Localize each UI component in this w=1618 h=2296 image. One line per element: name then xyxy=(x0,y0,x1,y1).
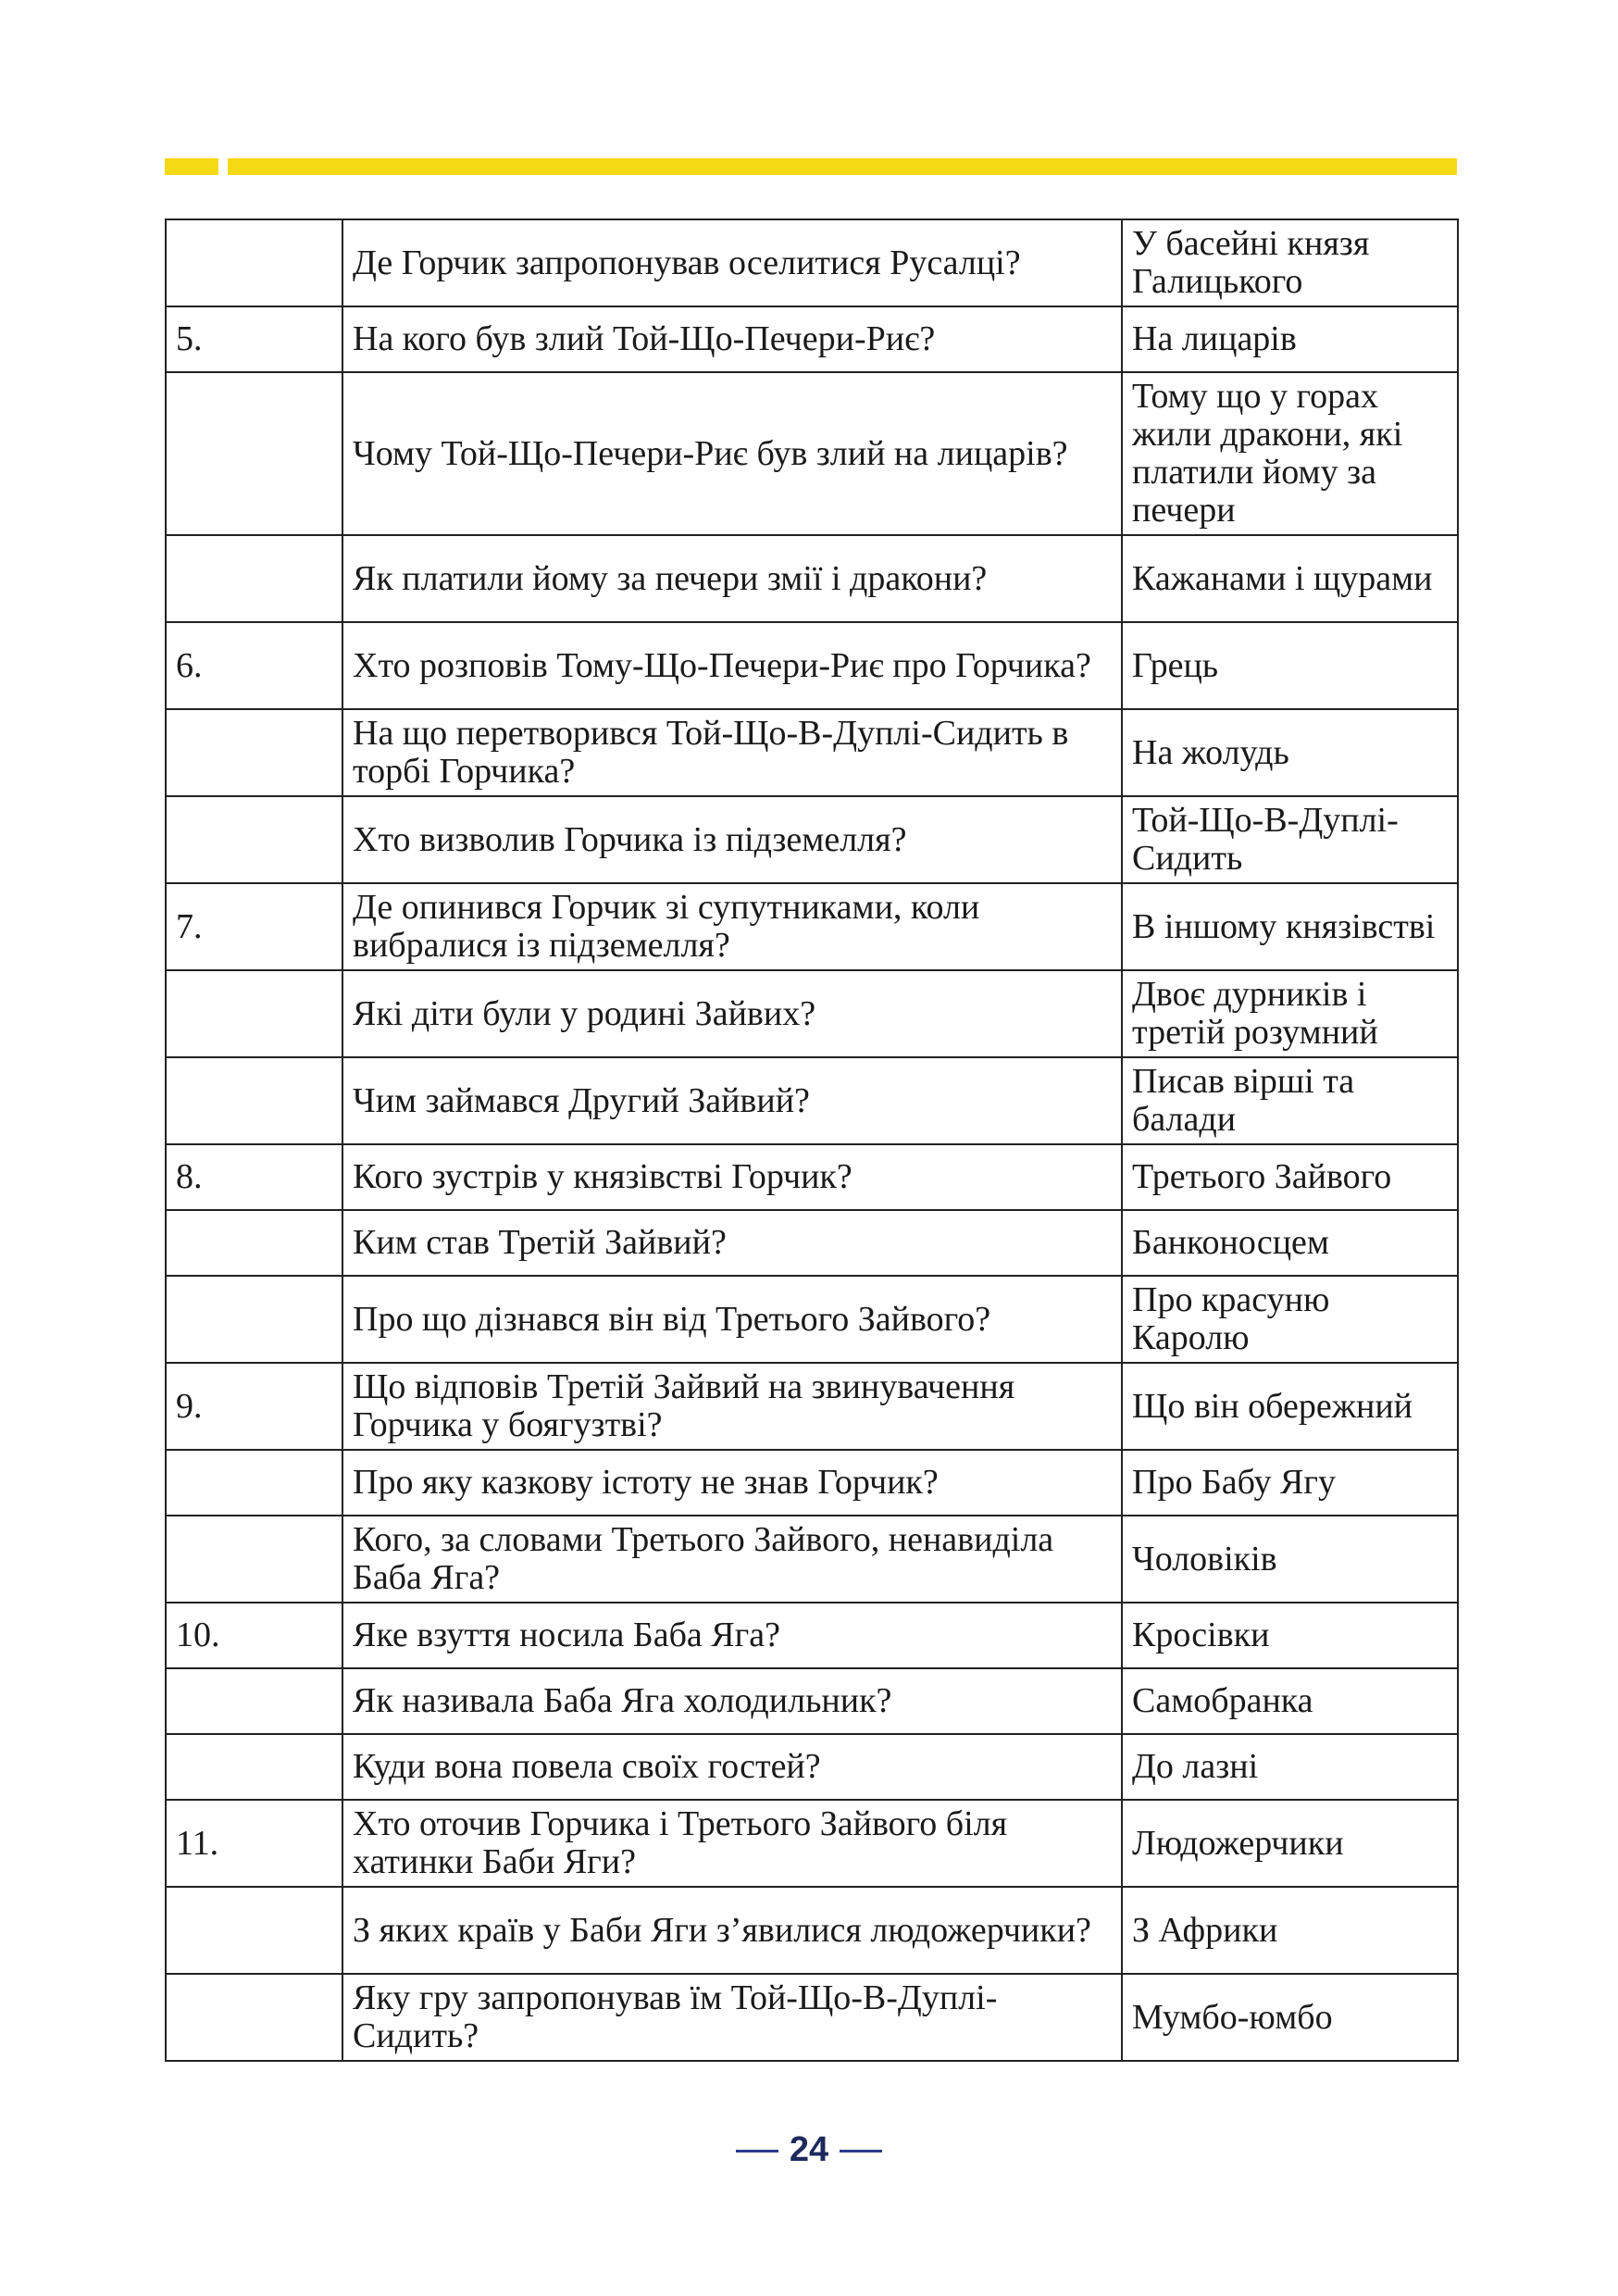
row-number-cell: 6. xyxy=(166,622,342,709)
row-number-cell: 11. xyxy=(166,1800,342,1887)
row-number-cell xyxy=(166,535,342,622)
question-cell: Яке взуття носила Баба Яга? xyxy=(342,1603,1122,1668)
question-cell: Про яку казкову істоту не знав Горчик? xyxy=(342,1450,1122,1516)
row-number-cell xyxy=(166,1516,342,1603)
question-cell: З яких країв у Баби Яги з’явилися людожерчики? xyxy=(342,1887,1122,1974)
row-number-cell xyxy=(166,1974,342,2061)
table-row xyxy=(166,1210,1458,1276)
row-number-cell xyxy=(166,1276,342,1363)
question-cell: Кого зустрів у князівстві Горчик? xyxy=(342,1144,1122,1210)
answer-cell: Самобранка xyxy=(1122,1668,1458,1734)
table-row xyxy=(166,970,1458,1057)
answer-cell: Тому що у горах жили дракони, які платили йому за печери xyxy=(1122,372,1458,535)
table-row xyxy=(166,1450,1458,1516)
row-number-cell xyxy=(166,1210,342,1276)
answer-cell: Писав вірші та балади xyxy=(1122,1057,1458,1144)
question-cell: Хто оточив Горчика і Третього Зайвого біля хатинки Баби Яги? xyxy=(342,1800,1122,1887)
question-cell: Ким став Третій Зайвий? xyxy=(342,1210,1122,1276)
row-number-cell xyxy=(166,970,342,1057)
row-number-cell: 7. xyxy=(166,883,342,970)
answer-cell: До лазні xyxy=(1122,1734,1458,1800)
page-footer xyxy=(0,2129,1618,2170)
table-row xyxy=(166,796,1458,883)
answer-cell: Про красуню Каролю xyxy=(1122,1276,1458,1363)
row-number-cell xyxy=(166,1057,342,1144)
question-cell: Про що дізнався він від Третього Зайвого? xyxy=(342,1276,1122,1363)
footer-dash-left xyxy=(736,2150,778,2152)
answer-cell: Про Бабу Ягу xyxy=(1122,1450,1458,1516)
question-cell: Чому Той-Що-Печери-Риє був злий на лицарів? xyxy=(342,372,1122,535)
row-number-cell xyxy=(166,1668,342,1734)
table-row xyxy=(166,1603,1458,1668)
question-cell: Кого, за словами Третього Зайвого, ненавиділа Баба Яга? xyxy=(342,1516,1122,1603)
answer-cell: На жолудь xyxy=(1122,709,1458,796)
table-row xyxy=(166,1057,1458,1144)
row-number-cell xyxy=(166,709,342,796)
table-row xyxy=(166,1800,1458,1887)
answer-cell: У басейні князя Галицького xyxy=(1122,219,1458,306)
table-row xyxy=(166,219,1458,306)
question-cell: Куди вона повела своїх гостей? xyxy=(342,1734,1122,1800)
answer-cell: В іншому князівстві xyxy=(1122,883,1458,970)
question-cell: Чим займався Другий Зайвий? xyxy=(342,1057,1122,1144)
table-row xyxy=(166,372,1458,535)
table-row xyxy=(166,1363,1458,1450)
row-number-cell: 9. xyxy=(166,1363,342,1450)
quiz-table-body xyxy=(166,219,1458,2061)
quiz-table xyxy=(165,218,1459,2062)
row-number-cell xyxy=(166,219,342,306)
table-row xyxy=(166,535,1458,622)
row-number-cell xyxy=(166,1887,342,1974)
table-row xyxy=(166,709,1458,796)
question-cell: Де опинився Горчик зі супутниками, коли вибралися із підземелля? xyxy=(342,883,1122,970)
table-row xyxy=(166,1734,1458,1800)
answer-cell: Банконосцем xyxy=(1122,1210,1458,1276)
table-row xyxy=(166,1144,1458,1210)
answer-cell: Третього Зайвого xyxy=(1122,1144,1458,1210)
question-cell: Які діти були у родині Зайвих? xyxy=(342,970,1122,1057)
row-number-cell xyxy=(166,1734,342,1800)
table-row xyxy=(166,1887,1458,1974)
table-row xyxy=(166,1668,1458,1734)
header-accent-bar-long xyxy=(228,158,1457,175)
question-cell: На що перетворився Той-Що-В-Дуплі-Сидить в торбі Горчика? xyxy=(342,709,1122,796)
row-number-cell xyxy=(166,1450,342,1516)
row-number-cell: 5. xyxy=(166,306,342,372)
answer-cell: Той-Що-В-Дуплі-Сидить xyxy=(1122,796,1458,883)
answer-cell: На лицарів xyxy=(1122,306,1458,372)
table-row xyxy=(166,1516,1458,1603)
table-row xyxy=(166,1974,1458,2061)
question-cell: Яку гру запропонував їм Той-Що-В-Дуплі-Сидить? xyxy=(342,1974,1122,2061)
question-cell: Хто визволив Горчика із підземелля? xyxy=(342,796,1122,883)
answer-cell: Мумбо-юмбо xyxy=(1122,1974,1458,2061)
answer-cell: Кажанами і щурами xyxy=(1122,535,1458,622)
header-accent-bar-short xyxy=(165,158,218,175)
question-cell: На кого був злий Той-Що-Печери-Риє? xyxy=(342,306,1122,372)
row-number-cell: 8. xyxy=(166,1144,342,1210)
table-row xyxy=(166,883,1458,970)
question-cell: Як називала Баба Яга холодильник? xyxy=(342,1668,1122,1734)
question-cell: Що відповів Третій Зайвий на звинувачення Горчика у боягузтві? xyxy=(342,1363,1122,1450)
table-row xyxy=(166,306,1458,372)
page-number: 24 xyxy=(789,2130,829,2169)
answer-cell: Чоловіків xyxy=(1122,1516,1458,1603)
question-cell: Як платили йому за печери змії і дракони? xyxy=(342,535,1122,622)
question-cell: Хто розповів Тому-Що-Печери-Риє про Горчика? xyxy=(342,622,1122,709)
row-number-cell xyxy=(166,796,342,883)
table-row xyxy=(166,1276,1458,1363)
answer-cell: Кросівки xyxy=(1122,1603,1458,1668)
answer-cell: З Африки xyxy=(1122,1887,1458,1974)
answer-cell: Двоє дурників і третій розумний xyxy=(1122,970,1458,1057)
footer-dash-right xyxy=(840,2150,882,2152)
answer-cell: Людожерчики xyxy=(1122,1800,1458,1887)
row-number-cell xyxy=(166,372,342,535)
answer-cell: Грець xyxy=(1122,622,1458,709)
table-row xyxy=(166,622,1458,709)
answer-cell: Що він обережний xyxy=(1122,1363,1458,1450)
row-number-cell: 10. xyxy=(166,1603,342,1668)
question-cell: Де Горчик запропонував оселитися Русалці? xyxy=(342,219,1122,306)
